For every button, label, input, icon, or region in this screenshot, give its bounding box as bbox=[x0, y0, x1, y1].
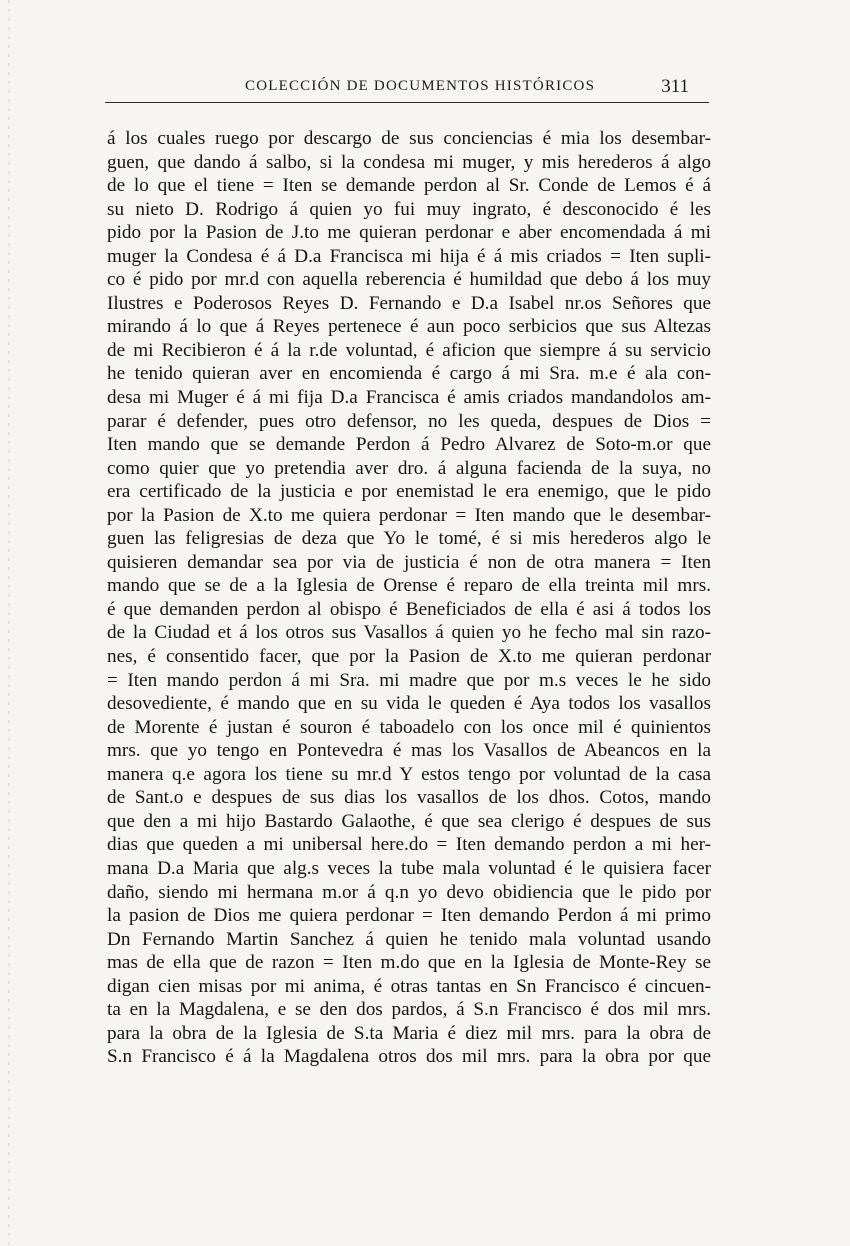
text-line: por la Pasion de X.to me quiera perdonar = Iten mando que le desembar- bbox=[107, 504, 711, 526]
text-line: Dn Fernando Martin Sanchez á quien he tenido mala voluntad usando bbox=[107, 928, 711, 950]
text-line: he tenido quieran aver en encomienda é cargo á mi Sra. m.e é ala con- bbox=[107, 363, 711, 385]
text-line: S.n Francisco é á la Magdalena otros dos mil mrs. para la obra por que bbox=[107, 1046, 711, 1068]
text-line: guen las feligresias de deza que Yo le tomé, é si mis herederos algo le bbox=[107, 528, 711, 550]
text-line: = Iten mando perdon á mi Sra. mi madre que por m.s veces le he sido bbox=[107, 669, 711, 691]
text-line: mas de ella que de razon = Iten m.do que en la Iglesia de Monte-Rey se bbox=[107, 952, 711, 974]
text-line: de Morente é justan é souron é taboadelo con los once mil é quinientos bbox=[107, 716, 711, 738]
text-line: desa mi Muger é á mi fija D.a Francisca é amis criados mandandolos am- bbox=[107, 387, 711, 409]
text-line: co é pido por mr.d con aquella reberencia é humildad que debo á los muy bbox=[107, 269, 711, 291]
text-line: Iten mando que se demande Perdon á Pedro Alvarez de Soto-m.or que bbox=[107, 434, 711, 456]
running-header bbox=[105, 76, 709, 103]
text-line: guen, que dando á salbo, si la condesa mi muger, y mis herederos á algo bbox=[107, 151, 711, 173]
text-line: ta en la Magdalena, e se den dos pardos, á S.n Francisco é dos mil mrs. bbox=[107, 999, 711, 1021]
text-line: mirando á lo que á Reyes pertenece é aun poco serbicios que sus Altezas bbox=[107, 316, 711, 338]
text-line: de mi Recibieron é á la r.de voluntad, é aficion que siempre á su servicio bbox=[107, 339, 711, 361]
text-line: su nieto D. Rodrigo á quien yo fui muy ingrato, é desconocido é les bbox=[107, 198, 711, 220]
text-line: que den a mi hijo Bastardo Galaothe, é que sea clerigo é despues de sus bbox=[107, 810, 711, 832]
text-line: mrs. que yo tengo en Pontevedra é mas los Vasallos de Abeancos en la bbox=[107, 740, 711, 762]
text-line: daño, siendo mi hermana m.or á q.n yo devo obidiencia que le pido por bbox=[107, 881, 711, 903]
text-line: de lo que el tiene = Iten se demande perdon al Sr. Conde de Lemos é á bbox=[107, 175, 711, 197]
text-line: dias que queden a mi unibersal here.do = Iten demando perdon a mi her- bbox=[107, 834, 711, 856]
body-text bbox=[107, 127, 711, 1069]
text-line: nes, é consentido facer, que por la Pasion de X.to me quieran perdonar bbox=[107, 646, 711, 668]
text-line: de la Ciudad et á los otros sus Vasallos á quien yo he fecho mal sin razo- bbox=[107, 622, 711, 644]
page-number: 311 bbox=[661, 76, 689, 97]
text-line: desovediente, é mando que en su vida le queden é Aya todos los vasallos bbox=[107, 693, 711, 715]
text-line: é que demanden perdon al obispo é Beneficiados de ella é asi á todos los bbox=[107, 598, 711, 620]
text-line: mana D.a Maria que alg.s veces la tube mala voluntad é le quisiera facer bbox=[107, 857, 711, 879]
running-title: COLECCIÓN DE DOCUMENTOS HISTÓRICOS bbox=[245, 78, 596, 94]
text-line: la pasion de Dios me quiera perdonar = Iten demando Perdon á mi primo bbox=[107, 905, 711, 927]
text-line: pido por la Pasion de J.to me quieran perdonar e aber encomendada á mi bbox=[107, 222, 711, 244]
text-line: como quier que yo pretendia aver dro. á alguna facienda de la suya, no bbox=[107, 457, 711, 479]
text-line: parar é defender, pues otro defensor, no les queda, despues de Dios = bbox=[107, 410, 711, 432]
text-line: á los cuales ruego por descargo de sus conciencias é mia los desembar- bbox=[107, 128, 711, 149]
text-line: de Sant.o e despues de sus dias los vasallos de los dhos. Cotos, mando bbox=[107, 787, 711, 809]
text-line: mando que se de a la Iglesia de Orense é reparo de ella treinta mil mrs. bbox=[107, 575, 711, 597]
text-line: Ilustres e Poderosos Reyes D. Fernando e D.a Isabel nr.os Señores que bbox=[107, 292, 711, 314]
text-line: para la obra de la Iglesia de S.ta Maria é diez mil mrs. para la obra de bbox=[107, 1022, 711, 1044]
text-line: manera q.e agora los tiene su mr.d Y estos tengo por voluntad de la casa bbox=[107, 763, 711, 785]
text-line: era certificado de la justicia e por enemistad le era enemigo, que le pido bbox=[107, 481, 711, 503]
text-line: digan cien misas por mi anima, é otras tantas en Sn Francisco é cincuen- bbox=[107, 975, 711, 997]
scan-margin-speckle bbox=[8, 0, 10, 1246]
text-line: quisieren demandar sea por via de justicia é non de otra manera = Iten bbox=[107, 551, 711, 573]
text-line: muger la Condesa é á D.a Francisca mi hija é á mis criados = Iten supli- bbox=[107, 245, 711, 267]
